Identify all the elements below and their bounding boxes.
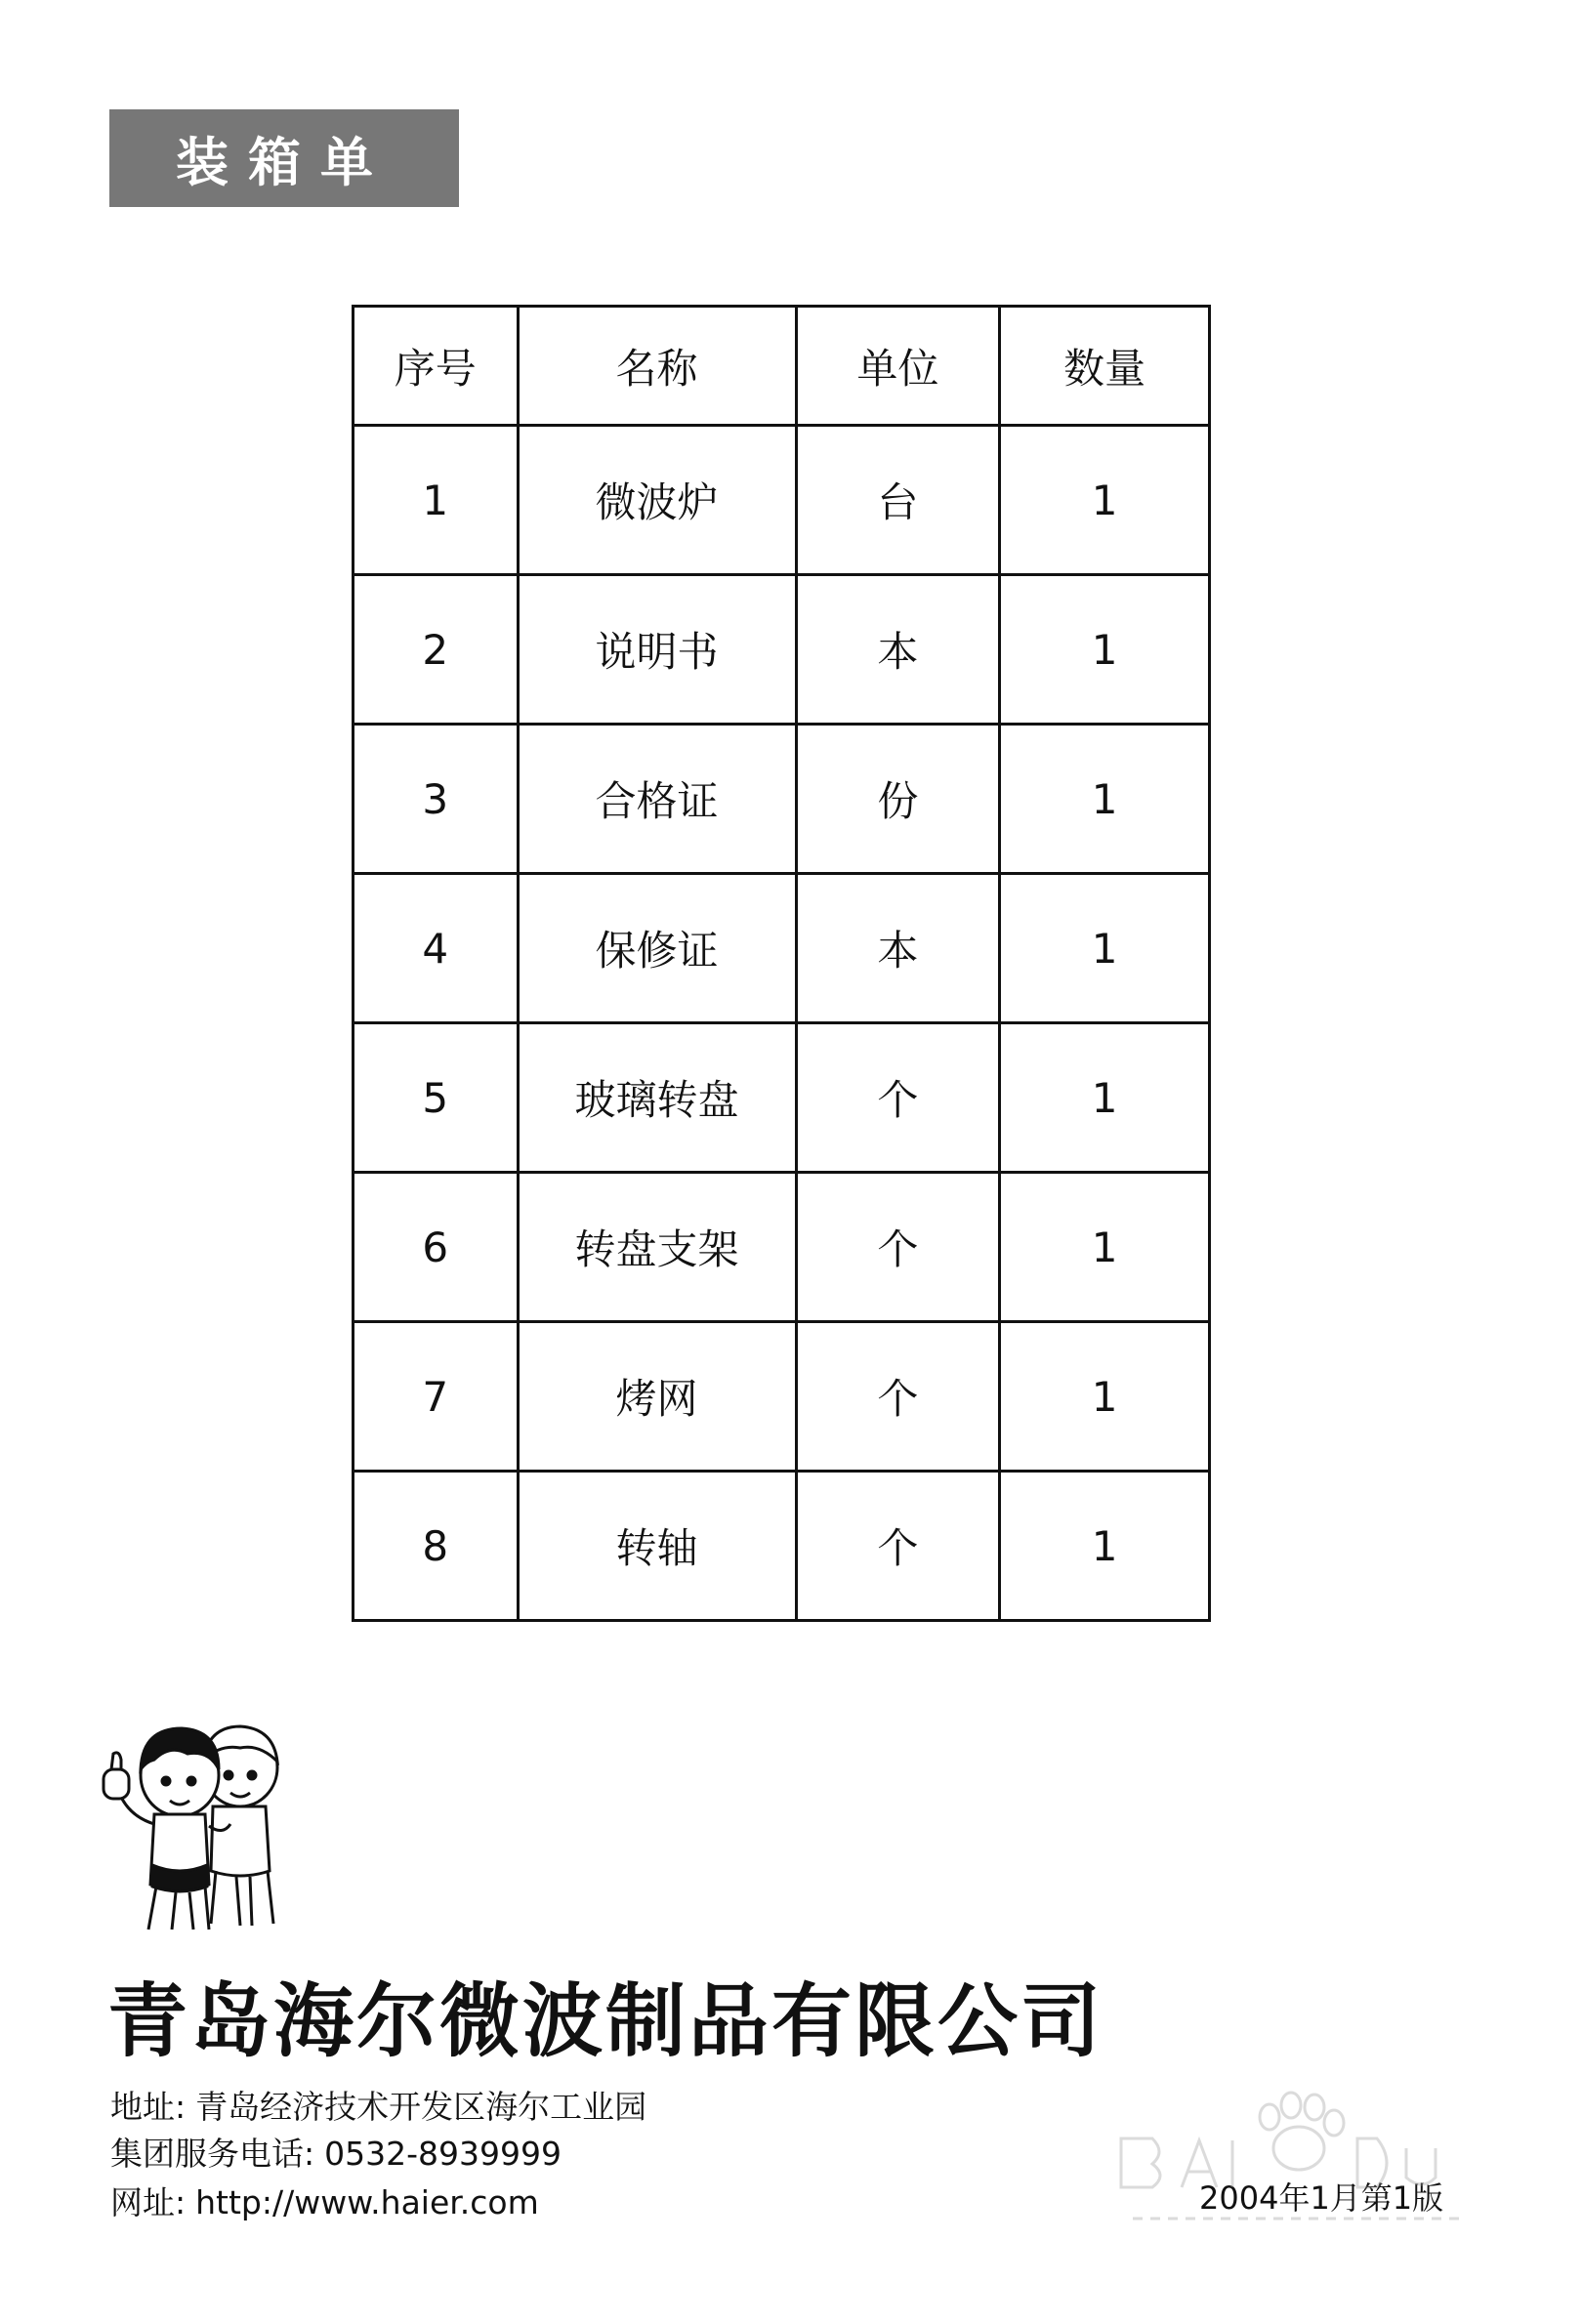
table-row bbox=[354, 874, 1210, 1023]
row-quantity: 1 bbox=[1000, 1173, 1210, 1322]
row-name: 烤网 bbox=[518, 1322, 796, 1472]
row-unit: 台 bbox=[796, 426, 1000, 575]
row-number: 8 bbox=[354, 1472, 519, 1621]
phone-value: 0532-8939999 bbox=[324, 2135, 562, 2173]
row-unit: 个 bbox=[796, 1023, 1000, 1173]
row-name: 微波炉 bbox=[518, 426, 796, 575]
row-unit: 个 bbox=[796, 1173, 1000, 1322]
row-unit: 个 bbox=[796, 1322, 1000, 1472]
header-unit: 单位 bbox=[796, 307, 1000, 426]
row-number: 2 bbox=[354, 575, 519, 725]
row-number: 4 bbox=[354, 874, 519, 1023]
row-quantity: 1 bbox=[1000, 725, 1210, 874]
haier-brothers-mascot-icon bbox=[94, 1699, 318, 1933]
website-line bbox=[110, 2178, 539, 2223]
address-label: 地址: bbox=[110, 2088, 187, 2126]
row-quantity: 1 bbox=[1000, 874, 1210, 1023]
row-number: 7 bbox=[354, 1322, 519, 1472]
row-number: 6 bbox=[354, 1173, 519, 1322]
row-name: 玻璃转盘 bbox=[518, 1023, 796, 1173]
row-unit: 本 bbox=[796, 575, 1000, 725]
header-name: 名称 bbox=[518, 307, 796, 426]
address-value: 青岛经济技术开发区海尔工业园 bbox=[195, 2088, 647, 2126]
table-row bbox=[354, 725, 1210, 874]
row-number: 5 bbox=[354, 1023, 519, 1173]
row-quantity: 1 bbox=[1000, 1322, 1210, 1472]
website-label: 网址: bbox=[110, 2183, 187, 2221]
header-number: 序号 bbox=[354, 307, 519, 426]
row-number: 3 bbox=[354, 725, 519, 874]
table-row bbox=[354, 1322, 1210, 1472]
row-quantity: 1 bbox=[1000, 1472, 1210, 1621]
page-title: 装箱单 bbox=[109, 109, 459, 207]
address-line bbox=[110, 2082, 646, 2128]
table-header-row bbox=[354, 307, 1210, 426]
row-number: 1 bbox=[354, 426, 519, 575]
table-row bbox=[354, 1472, 1210, 1621]
company-name: 青岛海尔微波制品有限公司 bbox=[107, 1975, 1104, 2068]
header-quantity: 数量 bbox=[1000, 307, 1210, 426]
table-row bbox=[354, 426, 1210, 575]
row-unit: 本 bbox=[796, 874, 1000, 1023]
table-row bbox=[354, 575, 1210, 725]
baidu-jingyan-watermark-icon bbox=[1113, 2080, 1484, 2236]
table-row bbox=[354, 1023, 1210, 1173]
row-name: 合格证 bbox=[518, 725, 796, 874]
website-value: http://www.haier.com bbox=[195, 2183, 539, 2221]
row-name: 转盘支架 bbox=[518, 1173, 796, 1322]
row-unit: 个 bbox=[796, 1472, 1000, 1621]
row-name: 说明书 bbox=[518, 575, 796, 725]
row-quantity: 1 bbox=[1000, 575, 1210, 725]
row-quantity: 1 bbox=[1000, 426, 1210, 575]
row-unit: 份 bbox=[796, 725, 1000, 874]
row-quantity: 1 bbox=[1000, 1023, 1210, 1173]
edition-text: 2004年1月第1版 bbox=[1199, 2179, 1444, 2217]
phone-line bbox=[110, 2129, 562, 2175]
row-name: 转轴 bbox=[518, 1472, 796, 1621]
phone-label: 集团服务电话: bbox=[110, 2135, 315, 2173]
row-name: 保修证 bbox=[518, 874, 796, 1023]
table-row bbox=[354, 1173, 1210, 1322]
packing-list-table bbox=[352, 305, 1211, 1622]
